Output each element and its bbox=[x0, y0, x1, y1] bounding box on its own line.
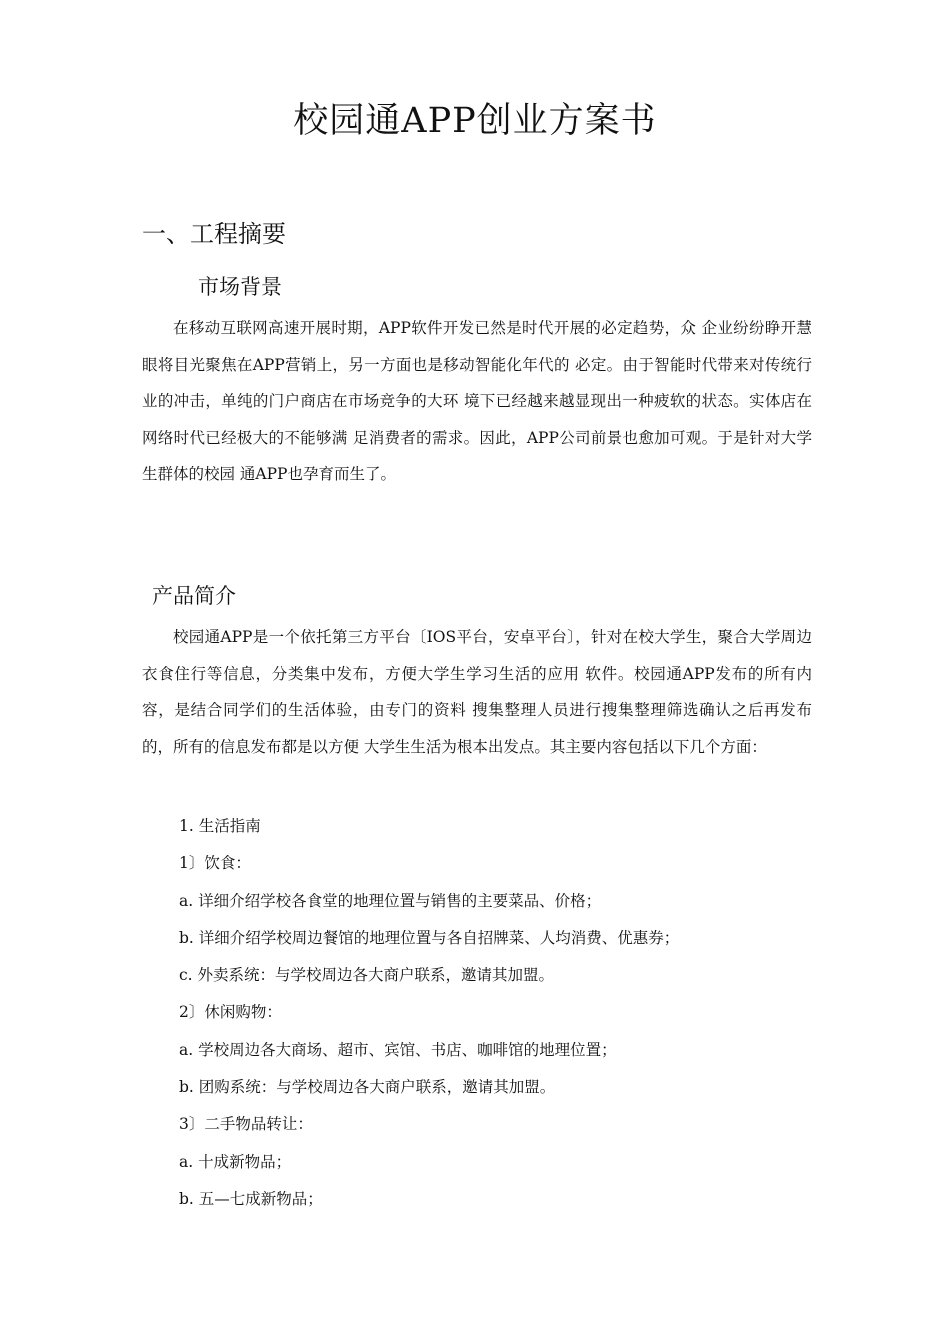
list-item: b. 详细介绍学校周边餐馆的地理位置与各自招牌菜、人均消费、优惠券； bbox=[179, 928, 680, 947]
market-background-paragraph: 在移动互联网高速开展时期，APP软件开发已然是时代开展的必定趋势，众 企业纷纷睁开慧眼将目光聚焦在APP营销上，另一方面也是移动智能化年代的 必定。由于智能时代带来对传统行业的冲击，单纯的门户商店在市场竞争的大环 境下已经越来越显现出一种疲软的状态。实体店在网络时代已经极大的不能够满 足消费者的需求。因此，APP公司前景也愈加可观。于是针对大学生群体的校园 通APP也孕育而生了。 bbox=[142, 319, 812, 483]
list-item: a. 学校周边各大商场、超市、宾馆、书店、咖啡馆的地理位置； bbox=[179, 1040, 617, 1059]
list-item: 2〕休闲购物： bbox=[179, 1003, 282, 1022]
product-intro-paragraph: 校园通APP是一个依托第三方平台〔IOS平台，安卓平台〕，针对在校大学生，聚合大学周边衣食住行等信息，分类集中发布，方便大学生学习生活的应用 软件。校园通APP发布的所有内容，是结合同学们的生活体验，由专门的资料 搜集整理人员进行搜集整理筛选确认之后再发布的，所有的信息发布都是以方便 大学生生活为根本出发点。其主要内容包括以下几个方面： bbox=[142, 628, 812, 756]
list-item: 1〕饮食： bbox=[179, 854, 251, 873]
list-item: a. 详细介绍学校各食堂的地理位置与销售的主要菜品、价格； bbox=[179, 891, 602, 910]
list-item: 3〕二手物品转让： bbox=[179, 1115, 313, 1134]
document-title: 校园通APP创业方案书 bbox=[293, 101, 657, 141]
section-heading-project-summary: 一、工程摘要 bbox=[142, 220, 286, 248]
list-item: b. 团购系统：与学校周边各大商户联系，邀请其加盟。 bbox=[179, 1078, 556, 1097]
list-item: c. 外卖系统：与学校周边各大商户联系，邀请其加盟。 bbox=[179, 966, 555, 985]
list-item: 1. 生活指南 bbox=[179, 817, 261, 835]
subheading-market-background: 市场背景 bbox=[198, 275, 282, 299]
subheading-product-intro: 产品简介 bbox=[152, 584, 236, 608]
content-list bbox=[179, 808, 819, 1218]
list-item: a. 十成新物品； bbox=[179, 1152, 292, 1171]
list-item: b. 五—七成新物品； bbox=[179, 1189, 323, 1208]
